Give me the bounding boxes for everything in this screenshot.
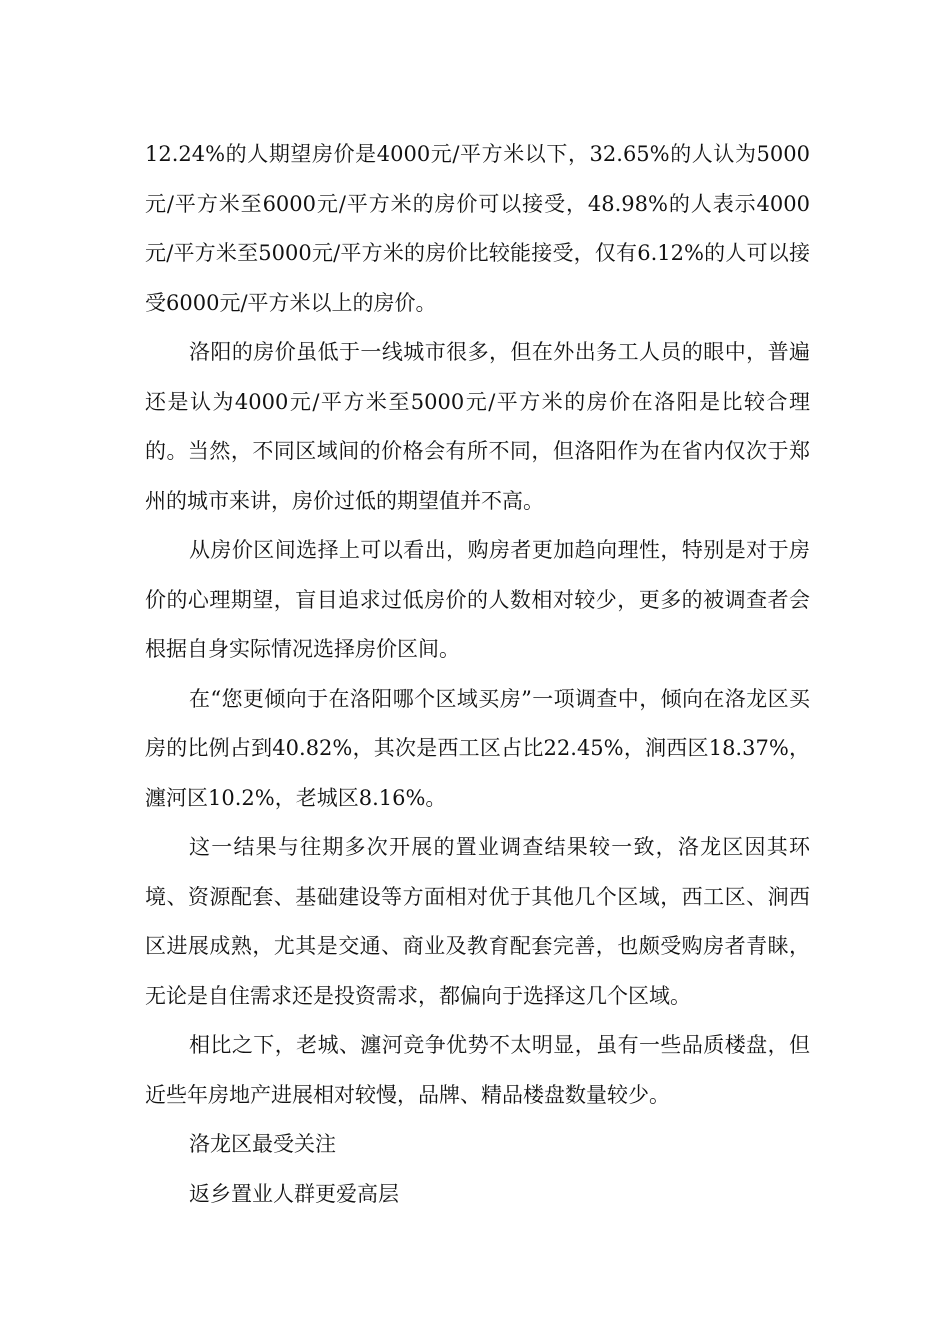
paragraph-survey-consistency: 这一结果与往期多次开展的置业调查结果较一致，洛龙区因其环境、资源配套、基础建设等方面相对优于其他几个区域，西工区、涧西区进展成熟，尤其是交通、商业及教育配套完善，也颇受购房者青睐，无论是自住需求还是投资需求，都偏向于选择这几个区域。 <box>145 835 810 1008</box>
paragraph-buyer-rational: 从房价区间选择上可以看出，购房者更加趋向理性，特别是对于房价的心理期望，盲目追求过低房价的人数相对较少，更多的被调查者会根据自身实际情况选择房价区间。 <box>145 538 810 661</box>
paragraph-price-expectation: 12.24%的人期望房价是4000元/平方米以下，32.65%的人认为5000元/平方米至6000元/平方米的房价可以接受，48.98%的人表示4000元/平方米至5000元/平方米的房价比较能接受，仅有6.12%的人可以接受6000元/平方米以上的房价。 <box>145 142 810 315</box>
paragraph-old-district-comparison: 相比之下，老城、瀍河竞争优势不太明显，虽有一些品质楼盘，但近些年房地产进展相对较慢，品牌、精品楼盘数量较少。 <box>145 1033 810 1107</box>
subheading-luolong-focus: 洛龙区最受关注 <box>189 1132 336 1156</box>
subheading-returning-buyers: 返乡置业人群更爱高层 <box>189 1181 399 1206</box>
paragraph-price-reasonable: 洛阳的房价虽低于一线城市很多，但在外出务工人员的眼中，普遍还是认为4000元/平方米至5000元/平方米的房价在洛阳是比较合理的。当然，不同区域间的价格会有所不同，但洛阳作为在省内仅次于郑州的城市来讲，房价过低的期望值并不高。 <box>145 340 810 513</box>
paragraph-district-survey: 在“您更倾向于在洛阳哪个区域买房”一项调查中，倾向在洛龙区买房的比例占到40.82%，其次是西工区占比22.45%，涧西区18.37%，瀍河区10.2%，老城区8.16%。 <box>145 686 810 810</box>
document-body <box>145 130 810 1219</box>
